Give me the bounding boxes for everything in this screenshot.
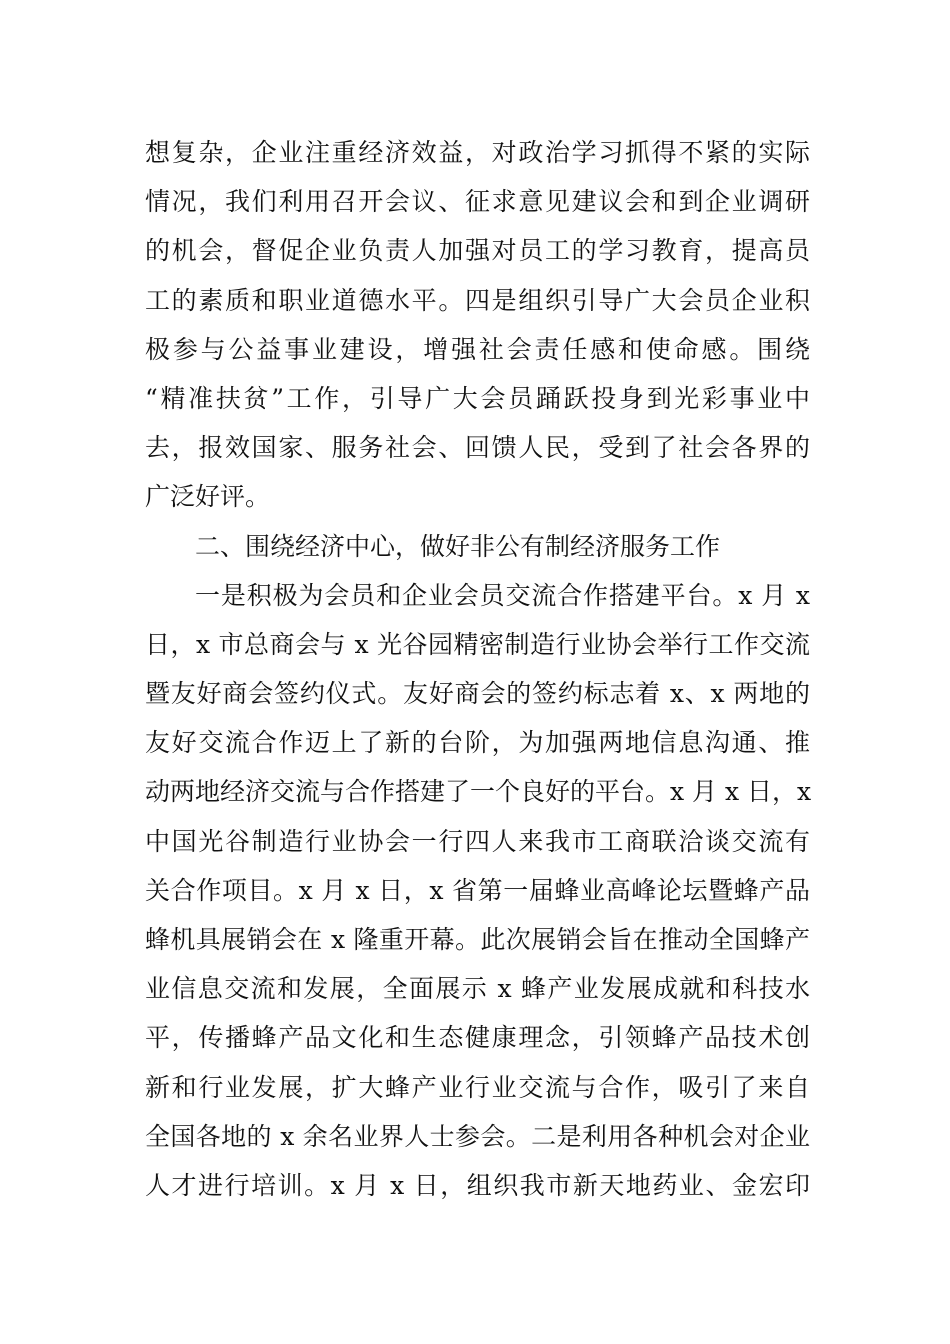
text-line: 平，传播蜂产品文化和生态健康理念，引领蜂产品技术创 (145, 1023, 810, 1053)
text-line: 友好交流合作迈上了新的台阶，为加强两地信息沟通、推 (145, 728, 810, 758)
text-line: 暨友好商会签约仪式。友好商会的签约标志着 x、x 两地的 (145, 679, 810, 709)
text-line: 一是积极为会员和企业会员交流合作搭建平台。x 月 x (195, 580, 810, 610)
text-line: 广泛好评。 (145, 482, 271, 512)
text-line: 日，x 市总商会与 x 光谷园精密制造行业协会举行工作交流 (145, 629, 810, 659)
text-line: 的机会，督促企业负责人加强对员工的学习教育，提高员 (145, 236, 810, 266)
text-line: “精准扶贫”工作，引导广大会员踊跃投身到光彩事业中 (145, 383, 810, 413)
text-line: 人才进行培训。x 月 x 日，组织我市新天地药业、金宏印 (145, 1170, 810, 1200)
text-line: 中国光谷制造行业协会一行四人来我市工商联洽谈交流有 (145, 826, 810, 856)
text-line: 工的素质和职业道德水平。四是组织引导广大会员企业积 (145, 285, 810, 315)
text-line: 关合作项目。x 月 x 日，x 省第一届蜂业高峰论坛暨蜂产品 (145, 875, 810, 905)
text-line: 蜂机具展销会在 x 隆重开幕。此次展销会旨在推动全国蜂产 (145, 925, 810, 954)
text-line: 新和行业发展，扩大蜂产业行业交流与合作，吸引了来自 (145, 1072, 810, 1102)
text-line: 想复杂，企业注重经济效益，对政治学习抓得不紧的实际 (145, 138, 810, 167)
text-line: 业信息交流和发展，全面展示 x 蜂产业发展成就和科技水 (145, 974, 810, 1004)
text-line: 全国各地的 x 余名业界人士参会。二是利用各种机会对企业 (145, 1121, 810, 1151)
document-body (145, 128, 810, 1210)
text-line: 二、围绕经济中心，做好非公有制经济服务工作 (195, 531, 721, 561)
text-line: 极参与公益事业建设，增强社会责任感和使命感。围绕 (145, 334, 810, 364)
text-line: 去，报效国家、服务社会、回馈人民，受到了社会各界的 (145, 433, 810, 463)
text-line: 动两地经济交流与合作搭建了一个良好的平台。x 月 x 日，x (145, 777, 812, 807)
text-line: 情况，我们利用召开会议、征求意见建议会和到企业调研 (145, 187, 810, 217)
